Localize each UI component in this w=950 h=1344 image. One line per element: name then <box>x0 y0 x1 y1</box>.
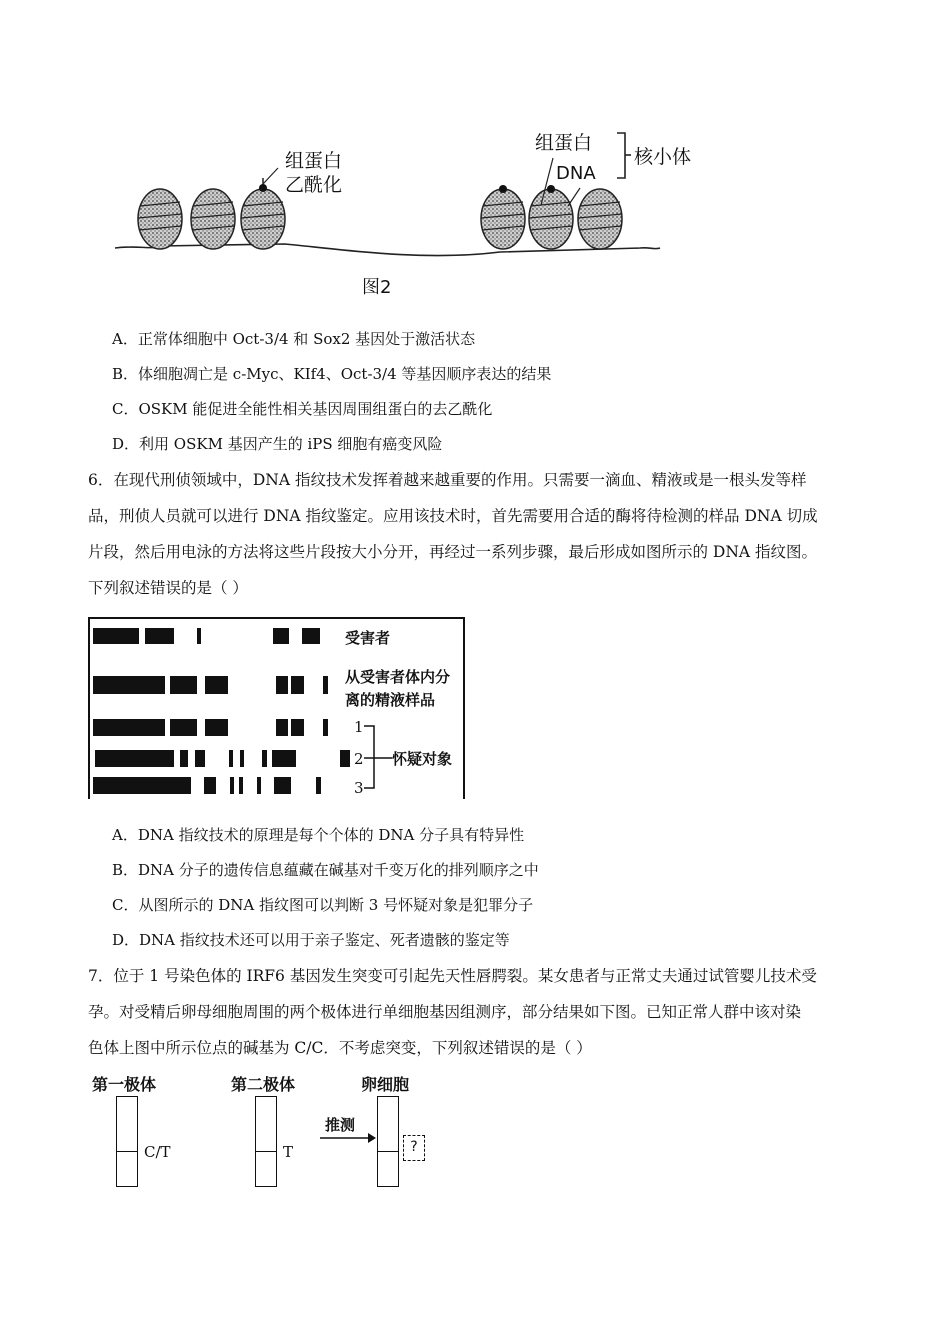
egg-cell-title: 卵细胞 <box>361 1075 410 1094</box>
q6-line-4: 下列叙述错误的是（ ） <box>88 579 248 597</box>
q6-line-3: 片段，然后用电泳的方法将这些片段按大小分开，再经过一系列步骤，最后形成如图所示的 DNA 指纹图。 <box>88 543 818 561</box>
figure-frame-left <box>88 617 90 799</box>
q6-option-b: B．DNA 分子的遗传信息蕴藏在碱基对千变万化的排列顺序之中 <box>112 861 539 879</box>
band <box>273 628 289 644</box>
nucleosome-bracket <box>617 133 625 178</box>
suspect-number-2: 2 <box>354 750 364 768</box>
nucleosome-right-3 <box>578 189 622 249</box>
suspect-label: 怀疑对象 <box>392 750 453 768</box>
second-polar-body-title: 第二极体 <box>231 1075 296 1094</box>
acetyl-marker <box>259 184 267 192</box>
suspect-number-3: 3 <box>354 779 364 797</box>
band <box>272 750 296 767</box>
q7-line-1: 7．位于 1 号染色体的 IRF6 基因发生突变可引起先天性唇腭裂。某女患者与正常丈夫通过试管婴儿技术受 <box>88 967 817 985</box>
acetyl-label-line1: 组蛋白 <box>285 150 343 172</box>
figure-caption: 图2 <box>362 277 392 298</box>
nucleosome-left-2 <box>191 189 235 249</box>
band <box>180 750 188 767</box>
band <box>205 676 228 694</box>
band <box>230 777 234 794</box>
q6-option-c: C．从图所示的 DNA 指纹图可以判断 3 号怀疑对象是犯罪分子 <box>112 896 534 914</box>
semen-label-line2: 离的精液样品 <box>345 691 436 709</box>
semen-label-line1: 从受害者体内分 <box>345 668 451 686</box>
band <box>262 750 267 767</box>
band <box>93 628 139 644</box>
band <box>204 777 216 794</box>
histone-label: 组蛋白 <box>535 132 593 154</box>
band <box>95 750 174 767</box>
band <box>145 628 174 644</box>
band <box>276 676 288 694</box>
first-polar-body-title: 第一极体 <box>92 1075 157 1094</box>
q6-line-1: 6．在现代刑侦领域中，DNA 指纹技术发挥着越来越重要的作用。只需要一滴血、精液或是一根头发等样 <box>88 471 807 489</box>
first-polar-body-value: C/T <box>144 1143 171 1161</box>
band <box>170 676 197 694</box>
acetyl-marker <box>499 185 507 193</box>
suspect-number-1: 1 <box>354 718 364 736</box>
q5-option-c: C．OSKM 能促进全能性相关基因周围组蛋白的去乙酰化 <box>112 400 493 418</box>
unknown-box <box>403 1135 425 1161</box>
figure-2 <box>0 0 950 310</box>
band <box>93 676 165 694</box>
band <box>93 777 191 794</box>
band <box>240 750 244 767</box>
dna-label: DNA <box>556 163 596 184</box>
nucleosome-diagram <box>0 0 950 310</box>
band <box>257 777 261 794</box>
nucleosome-left-1 <box>138 189 182 249</box>
band <box>340 750 350 767</box>
nucleosome-right-1 <box>481 189 525 249</box>
second-polar-body-value: T <box>283 1143 294 1161</box>
nucleosome-left-3 <box>241 189 285 249</box>
q5-option-a: A．正常体细胞中 Oct-3/4 和 Sox2 基因处于激活状态 <box>112 330 476 348</box>
unknown-mark: ? <box>410 1139 418 1155</box>
q5-option-b: B．体细胞凋亡是 c-Myc、KIf4、Oct-3/4 等基因顺序表达的结果 <box>112 365 552 383</box>
acetyl-label-line2: 乙酰化 <box>285 174 343 196</box>
q5-option-d: D．利用 OSKM 基因产生的 iPS 细胞有癌变风险 <box>112 435 443 453</box>
dna-strand <box>115 244 660 256</box>
victim-label: 受害者 <box>345 629 391 647</box>
band <box>274 777 291 794</box>
band <box>323 719 328 736</box>
band <box>316 777 321 794</box>
dna-fingerprint-figure <box>0 600 950 810</box>
q7-line-2: 孕。对受精后卵母细胞周围的两个极体进行单细胞基因组测序，部分结果如下图。已知正常人群中该对染 <box>88 1003 802 1021</box>
nucleosome-label: 核小体 <box>634 146 692 168</box>
egg-cell-chromosome <box>377 1096 399 1187</box>
figure-frame-right <box>463 617 465 799</box>
acetyl-marker <box>547 185 555 193</box>
first-polar-body-chromosome <box>116 1096 138 1187</box>
band <box>291 719 304 736</box>
q6-option-a: A．DNA 指纹技术的原理是每个个体的 DNA 分子具有特异性 <box>112 826 525 844</box>
band <box>323 676 328 694</box>
q7-line-3: 色体上图中所示位点的碱基为 C/C．不考虑突变，下列叙述错误的是（ ） <box>88 1039 592 1057</box>
second-polar-body-chromosome <box>255 1096 277 1187</box>
band <box>93 719 165 736</box>
band <box>302 628 320 644</box>
nucleosome-right-2 <box>529 189 573 249</box>
band <box>205 719 228 736</box>
band <box>197 628 201 644</box>
band <box>239 777 243 794</box>
q7-question <box>88 958 863 1066</box>
band <box>195 750 205 767</box>
band <box>291 676 304 694</box>
q6-line-2: 品，刑侦人员就可以进行 DNA 指纹鉴定。应用该技术时，首先需要用合适的酶将待检测的样品 DNA 切成 <box>88 507 818 525</box>
polar-body-figure <box>0 1066 950 1196</box>
band <box>170 719 197 736</box>
band <box>276 719 288 736</box>
infer-label: 推测 <box>325 1116 356 1134</box>
figure-frame-top <box>88 617 465 619</box>
infer-arrow <box>318 1130 378 1146</box>
q6-option-d: D．DNA 指纹技术还可以用于亲子鉴定、死者遗骸的鉴定等 <box>112 931 510 949</box>
q6-question <box>88 462 863 606</box>
band <box>229 750 233 767</box>
